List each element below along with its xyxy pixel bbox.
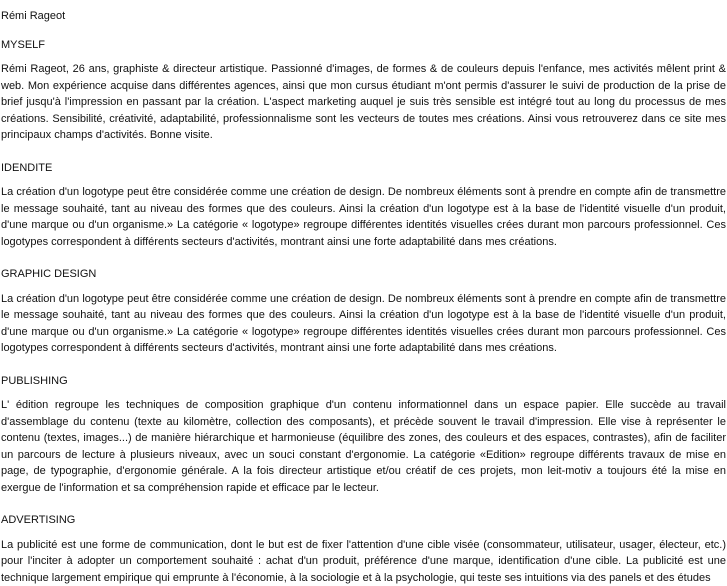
section-title: IDENDITE bbox=[1, 160, 726, 177]
section-myself bbox=[1, 37, 726, 144]
section-title: MYSELF bbox=[1, 37, 726, 54]
section-text: La création d'un logotype peut être considérée comme une création de design. De nombreux éléments sont à prendre en compte afin de transmettre le message souhaité, tant au niveau des formes que des couleurs. Ainsi la création d'un logotype est à la base de l'identité visuelle d'un produit, d'une marque ou d'un organisme.» La catégorie « logotype» regroupe différentes identités visuelles crées durant mon parcours professionnel. Ces logotypes correspondent à différents secteurs d'activités, montrant ainsi une forte adaptabilité dans mes créations. bbox=[1, 291, 726, 357]
section-text: L' édition regroupe les techniques de composition graphique d'un contenu informationnel dans un espace papier. Elle succède au travail d'assemblage du contenu (texte au kilomètre, collection des composants), et précède souvent le travail d'impression. Elle vise à représenter le contenu (textes, images...) de manière hiérarchique et harmonieuse (équilibre des zones, des couleurs et des espaces, contrastes), afin de faciliter un parcours de lecture à plusieurs niveaux, avec un souci constant d'ergonomie. La catégorie «Edition» regroupe différents travaux de mise en page, de typographie, d'ergonomie générale. A la fois directeur artistique et/ou créatif de ces projets, mon leit-motiv a toujours été la mise en exergue de l'information et sa compréhension rapide et efficace par le lecteur. bbox=[1, 397, 726, 496]
section-text: La publicité est une forme de communication, dont le but est de fixer l'attention d'une cible visée (consommateur, utilisateur, usager, électeur, etc.) pour l'inciter à adopter un comportement souhaité : achat d'un produit, préférence d'une marque, identification d'une cible. La publicité est une technique largement empirique qui emprunte à l'économie, à la sociologie et à la psychologie, qui teste ses intuitions via des panels et des études bbox=[1, 537, 726, 586]
section-publishing bbox=[1, 373, 726, 497]
section-title: PUBLISHING bbox=[1, 373, 726, 390]
section-advertising bbox=[1, 512, 726, 586]
section-text: La création d'un logotype peut être considérée comme une création de design. De nombreux éléments sont à prendre en compte afin de transmettre le message souhaité, tant au niveau des formes que des couleurs. Ainsi la création d'un logotype est à la base de l'identité visuelle d'un produit, d'une marque ou d'un organisme.» La catégorie « logotype» regroupe différentes identités visuelles crées durant mon parcours professionnel. Ces logotypes correspondent à différents secteurs d'activités, montrant ainsi une forte adaptabilité dans mes créations. bbox=[1, 184, 726, 250]
section-title: GRAPHIC DESIGN bbox=[1, 266, 726, 283]
section-idendite bbox=[1, 160, 726, 251]
section-title: ADVERTISING bbox=[1, 512, 726, 529]
page bbox=[0, 8, 726, 586]
section-graphic-design bbox=[1, 266, 726, 357]
section-text: Rémi Rageot, 26 ans, graphiste & directeur artistique. Passionné d'images, de formes & de couleurs depuis l'enfance, mes activités mêlent print & web. Mon expérience acquise dans différentes agences, ainsi que mon cursus étudiant m'ont permis d'assurer le suivi de production de la prise de brief jusqu'à l'impression en passant par la création. L'aspect marketing auquel je suis très sensible est intégré tout au long du processus de mes créations. Sensibilité, créativité, adaptabilité, professionnalisme sont les vecteurs de toutes mes créations. Ainsi vous retrouverez dans ce site mes principaux champs d'activités. Bonne visite. bbox=[1, 61, 726, 144]
author-name: Rémi Rageot bbox=[1, 8, 726, 25]
